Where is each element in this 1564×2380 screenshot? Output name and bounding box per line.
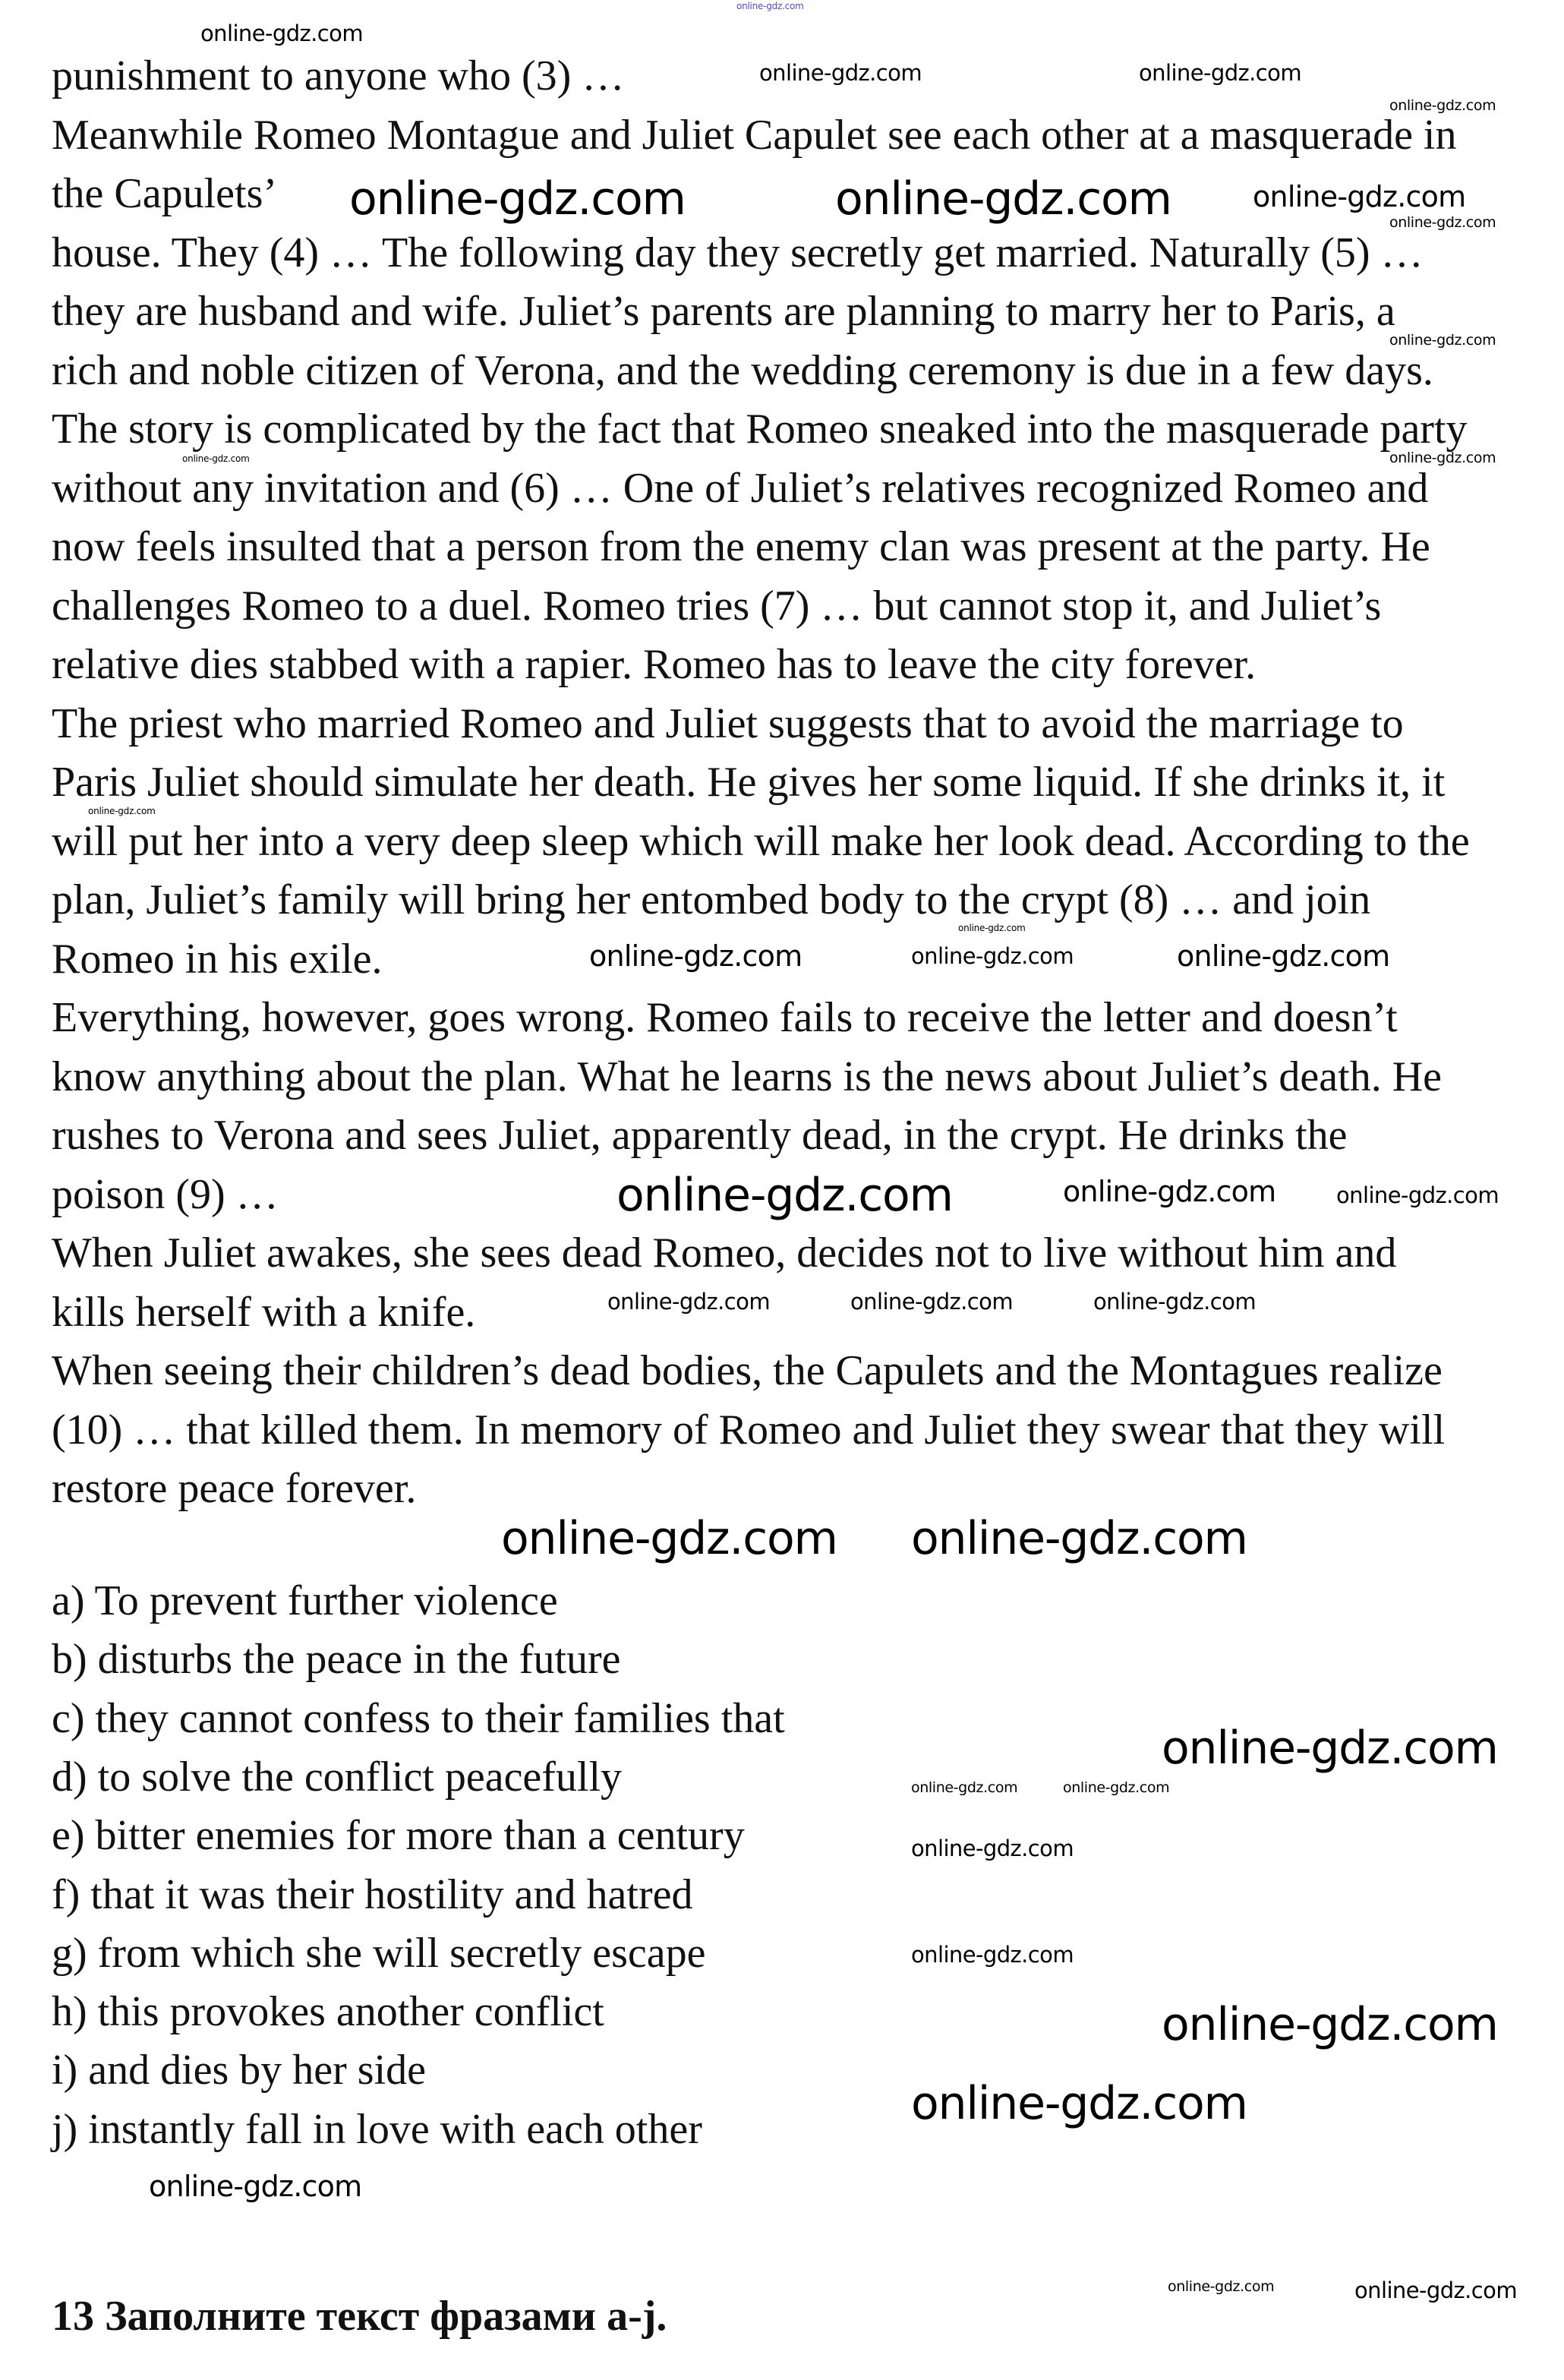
- text-line: without any invitation and (6) … One of Juliet’s relatives recognized Romeo and: [52, 464, 1429, 512]
- text-line: Meanwhile Romeo Montague and Juliet Capulet see each other at a masquerade in: [52, 111, 1457, 159]
- text-line: will put her into a very deep sleep which will make her look dead. According to the: [52, 817, 1470, 865]
- option-item: g) from which she will secretly escape: [52, 1929, 706, 1977]
- text-line: rich and noble citizen of Verona, and the wedding ceremony is due in a few days.: [52, 346, 1433, 394]
- option-item: c) they cannot confess to their families that: [52, 1694, 785, 1742]
- option-item: e) bitter enemies for more than a century: [52, 1812, 745, 1860]
- watermark: online-gdz.com: [1168, 2278, 1275, 2295]
- text-line: When seeing their children’s dead bodies, the Capulets and the Montagues realize: [52, 1347, 1443, 1394]
- text-line: Paris Juliet should simulate her death. He gives her some liquid. If she drinks it, it: [52, 759, 1446, 806]
- text-line: now feels insulted that a person from the enemy clan was present at the party. He: [52, 523, 1430, 570]
- watermark: online-gdz.com: [182, 453, 250, 464]
- text-line: (10) … that killed them. In memory of Romeo and Juliet they swear that they will: [52, 1406, 1446, 1454]
- text-line: poison (9) …: [52, 1170, 279, 1218]
- watermark: online-gdz.com: [1336, 1182, 1499, 1208]
- watermark: online-gdz.com: [589, 939, 802, 973]
- text-line: they are husband and wife. Juliet’s parents are planning to marry her to Paris, a: [52, 288, 1395, 335]
- text-line: Everything, however, goes wrong. Romeo fails to receive the letter and doesn’t: [52, 994, 1398, 1041]
- watermark: online-gdz.com: [1389, 450, 1496, 466]
- text-line: restore peace forever.: [52, 1465, 417, 1512]
- text-line: rushes to Verona and sees Juliet, apparently dead, in the crypt. He drinks the: [52, 1112, 1348, 1159]
- watermark: online-gdz.com: [850, 1289, 1013, 1315]
- watermark: online-gdz.com: [911, 1942, 1074, 1968]
- watermark: online-gdz.com: [958, 923, 1026, 933]
- text-line: Romeo in his exile.: [52, 935, 383, 983]
- option-item: d) to solve the conflict peacefully: [52, 1753, 623, 1801]
- text-line: When Juliet awakes, she sees dead Romeo, decides not to live without him and: [52, 1229, 1397, 1277]
- watermark: online-gdz.com: [616, 1169, 953, 1222]
- watermark: online-gdz.com: [1162, 1722, 1498, 1775]
- watermark: online-gdz.com: [149, 2170, 362, 2203]
- option-item: j) instantly fall in love with each other: [52, 2105, 702, 2153]
- watermark: online-gdz.com: [911, 2077, 1247, 2130]
- watermark: online-gdz.com: [1389, 97, 1496, 114]
- watermark: online-gdz.com: [911, 1512, 1247, 1565]
- text-line: plan, Juliet’s family will bring her entombed body to the crypt (8) … and join: [52, 876, 1371, 923]
- text-line: The story is complicated by the fact that Romeo sneaked into the masquerade party: [52, 406, 1468, 453]
- watermark: online-gdz.com: [607, 1289, 770, 1315]
- watermark: online-gdz.com: [1354, 2277, 1517, 2303]
- watermark: online-gdz.com: [759, 60, 922, 86]
- watermark: online-gdz.com: [501, 1512, 837, 1565]
- watermark: online-gdz.com: [835, 172, 1171, 226]
- watermark: online-gdz.com: [349, 172, 686, 226]
- text-line: relative dies stabbed with a rapier. Romeo has to leave the city forever.: [52, 641, 1257, 688]
- watermark: online-gdz.com: [200, 21, 363, 46]
- text-line: kills herself with a knife.: [52, 1288, 476, 1336]
- text-line: punishment to anyone who (3) …: [52, 52, 625, 99]
- watermark: online-gdz.com: [1063, 1175, 1276, 1208]
- watermark: online-gdz.com: [1177, 939, 1390, 973]
- option-item: a) To prevent further violence: [52, 1577, 558, 1624]
- watermark: online-gdz.com: [1063, 1779, 1170, 1796]
- text-line: the Capulets’: [52, 170, 278, 217]
- watermark: online-gdz.com: [1093, 1289, 1256, 1315]
- watermark: online-gdz.com: [1389, 332, 1496, 349]
- watermark: online-gdz.com: [911, 1779, 1018, 1796]
- watermark: online-gdz.com: [911, 943, 1074, 969]
- text-line: challenges Romeo to a duel. Romeo tries (7) … but cannot stop it, and Juliet’s: [52, 582, 1382, 630]
- watermark: online-gdz.com: [1139, 60, 1301, 86]
- watermark: online-gdz.com: [88, 806, 156, 816]
- text-line: house. They (4) … The following day they secretly get married. Naturally (5) …: [52, 229, 1424, 276]
- option-item: f) that it was their hostility and hatred: [52, 1870, 693, 1918]
- option-item: i) and dies by her side: [52, 2047, 426, 2094]
- option-item: b) disturbs the peace in the future: [52, 1636, 621, 1684]
- text-line: The priest who married Romeo and Juliet suggests that to avoid the marriage to: [52, 699, 1404, 747]
- watermark: online-gdz.com: [911, 1836, 1074, 1861]
- watermark: online-gdz.com: [736, 1, 804, 11]
- text-line: know anything about the plan. What he learns is the news about Juliet’s death. He: [52, 1053, 1442, 1100]
- watermark: online-gdz.com: [1253, 180, 1466, 213]
- option-item: h) this provokes another conflict: [52, 1988, 604, 2036]
- watermark: online-gdz.com: [1162, 1998, 1498, 2051]
- watermark: online-gdz.com: [1389, 214, 1496, 231]
- task-heading: 13 Заполните текст фразами a-j.: [52, 2293, 667, 2340]
